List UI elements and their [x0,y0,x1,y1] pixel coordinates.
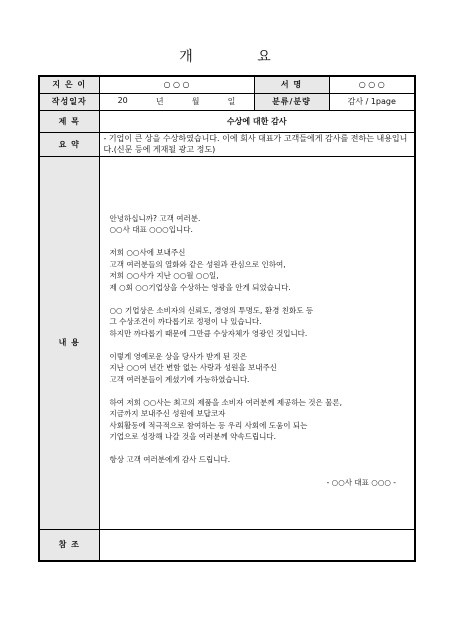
author-label: 지 은 이 [39,76,99,93]
content-line: ○○사 대표 ○○○입니다. [109,225,193,235]
content-line: 하지만 까다롭기 때문에 그만큼 수상자체가 영광인 것입니다. [109,328,308,338]
overview-form [38,75,416,562]
content-line: 고객 여러분들의 열화와 같은 성원과 관심으로 인하여, [109,259,286,269]
content-line: 기업으로 성장해 나갈 것을 여러분께 약속드립니다. [109,432,276,442]
reference-value[interactable] [99,529,415,561]
subject-value[interactable]: 수상에 대한 감사 [99,110,415,132]
content-line: 저희 ○○사에 보내주신 [109,248,186,258]
sign-value[interactable]: ○ ○ ○ [329,76,415,93]
date-year-unit: 년 [155,97,164,106]
content-label: 내 용 [39,156,99,529]
content-line: 항상 고객 여러분에게 감사 드립니다. [109,455,231,465]
content-paragraph-5 [110,397,405,443]
summary-row [39,132,415,156]
content-line: ○○ 기업상은 소비자의 신뢰도, 경영의 투명도, 환경 친화도 등 [109,305,314,315]
content-line: 지난 ○○여 년간 변함 없는 사랑과 성원을 보내주신 [109,363,277,373]
signature: - ○○사 대표 ○○○ - [326,478,396,488]
content-value[interactable] [99,156,415,529]
content-line: 지금까지 보내주신 성원에 보답코자 [109,409,226,419]
author-row [39,76,415,93]
subject-row [39,110,415,132]
content-line: 사회활동에 적극적으로 참여하는 등 우리 사회에 도움이 되는 [109,420,308,430]
content-line: 안녕하십니까? 고객 여러분. [109,213,201,223]
content-paragraph-6 [110,454,405,466]
category-value[interactable]: 감사 / 1page [329,93,415,110]
summary-label: 요 약 [39,132,99,156]
reference-label: 참 조 [39,529,99,561]
subject-label: 제 목 [39,110,99,132]
content-paragraph-1 [110,213,405,236]
reference-row [39,529,415,561]
content-line: 그 수상조건이 까다롭기로 정평이 나 있습니다. [109,317,262,327]
content-line: 하여 저희 ○○사는 최고의 제품을 소비자 여러분께 제공하는 것은 물론, [109,397,343,407]
author-value[interactable]: ○ ○ ○ [99,76,254,93]
date-value[interactable] [99,93,254,110]
date-month-unit: 월 [191,97,200,106]
content-row [39,156,415,529]
content-paragraph-2 [110,247,405,293]
category-label: 분류/분량 [254,93,329,110]
date-label: 작성일자 [39,93,99,110]
content-line: 고객 여러분들이 계셨기에 가능하였습니다. [109,374,250,384]
sign-label: 서 명 [254,76,329,93]
content-line: 제 ○회 ○○기업상을 수상하는 영광을 안게 되었습니다. [109,282,291,292]
date-day-unit: 일 [227,97,236,106]
date-row [39,93,415,110]
date-year: 20 [117,96,128,105]
summary-value[interactable]: - 기업이 큰 상을 수상하였습니다. 이에 회사 대표가 고객들에게 감사를 전하는 내용입니다.(신문 등에 게재될 광고 정도) [99,132,415,156]
document-title: 개 요 [179,49,301,65]
content-paragraph-3 [110,305,405,340]
content-paragraph-4 [110,351,405,386]
content-line: 이렇게 영예로운 상을 당사가 받게 된 것은 [109,351,247,361]
content-line: 저희 ○○사가 지난 ○○월 ○○일, [109,271,219,281]
